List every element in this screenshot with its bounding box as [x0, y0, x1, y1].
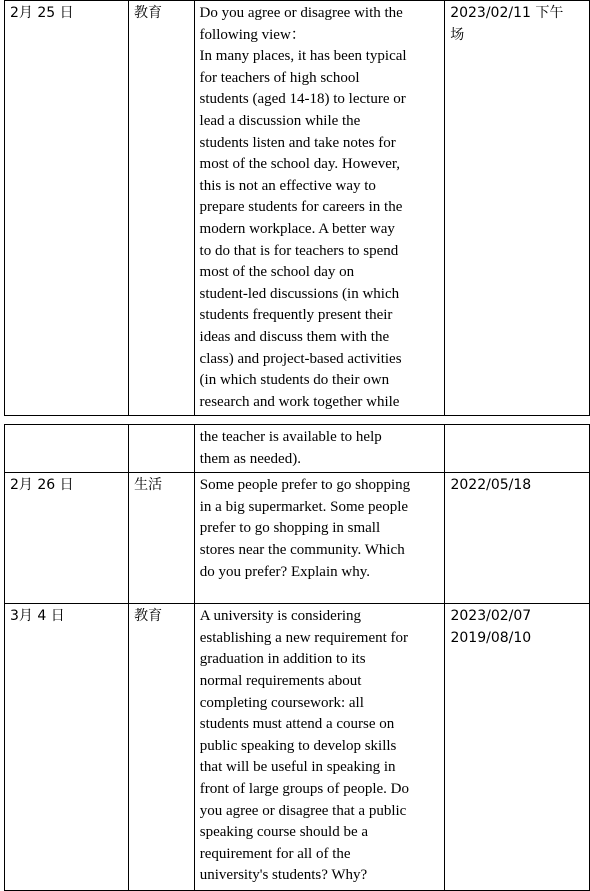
prompt-line: prepare students for careers in the	[199, 199, 403, 216]
prompt-line: following view：	[199, 26, 306, 43]
prompt-cell	[194, 1, 445, 416]
topic-table-page-2	[4, 424, 590, 891]
date-cell: 2月 26 日	[5, 473, 129, 604]
prompt-line: speaking course should be a	[199, 824, 369, 841]
prompt-cell	[194, 604, 445, 891]
prompt-cell	[194, 425, 445, 473]
test-date: 场	[450, 26, 465, 43]
test-date-cell	[445, 1, 590, 416]
prompt-line: that will be useful in speaking in	[199, 759, 396, 776]
category-cell: 教育	[128, 1, 194, 416]
prompt-line: normal requirements about	[199, 672, 362, 689]
prompt-line: completing coursework: all	[199, 694, 364, 711]
date-cell: 2月 25 日	[5, 1, 129, 416]
prompt-line: A university is considering	[199, 608, 361, 625]
prompt-line: them as needed).	[199, 450, 301, 467]
table-row	[5, 425, 590, 473]
category-cell	[129, 425, 195, 473]
table-row	[5, 1, 590, 416]
prompt-line: prefer to go shopping in small	[199, 520, 381, 537]
prompt-line: the teacher is available to help	[199, 429, 382, 445]
prompt-line: stores near the community. Which	[199, 541, 405, 558]
prompt-line: requirement for all of the	[199, 845, 351, 862]
category-cell: 教育	[129, 604, 195, 891]
prompt-line: graduation in addition to its	[199, 651, 366, 668]
date-cell	[5, 425, 129, 473]
prompt-line: students must attend a course on	[199, 716, 395, 733]
prompt-line: front of large groups of people. Do	[199, 780, 410, 797]
prompt-line: modern workplace. A better way	[199, 220, 395, 237]
prompt-cell	[194, 473, 445, 604]
prompt-line: (in which students do their own	[199, 372, 390, 389]
prompt-line: lead a discussion while the	[199, 112, 361, 129]
prompt-line: most of the school day on	[199, 264, 355, 281]
prompt-line: university's students? Why?	[199, 867, 368, 884]
prompt-line: In many places, it has been typical	[199, 48, 407, 65]
prompt-line: ideas and discuss them with the	[199, 328, 390, 345]
test-date: 2023/02/11 下午	[450, 5, 564, 21]
test-date: 2022/05/18	[450, 477, 532, 494]
prompt-line: class) and project-based activities	[199, 350, 402, 367]
prompt-line: students frequently present their	[199, 307, 393, 324]
test-date: 2023/02/07	[450, 608, 532, 625]
table-row	[5, 604, 590, 891]
category-cell: 生活	[129, 473, 195, 604]
prompt-line: Do you agree or disagree with the	[199, 5, 403, 21]
test-date: 2019/08/10	[450, 629, 532, 646]
prompt-line: most of the school day. However,	[199, 156, 401, 173]
prompt-line: Some people prefer to go shopping	[199, 477, 411, 494]
prompt-line: do you prefer? Explain why.	[199, 563, 370, 580]
prompt-line: public speaking to develop skills	[199, 737, 397, 754]
test-date-cell	[445, 473, 590, 604]
prompt-line: in a big supermarket. Some people	[199, 498, 409, 515]
prompt-line: this is not an effective way to	[199, 177, 376, 194]
prompt-line: research and work together while	[199, 393, 400, 410]
prompt-line: student-led discussions (in which	[199, 285, 400, 302]
prompt-line: you agree or disagree that a public	[199, 802, 407, 819]
table-row	[5, 473, 590, 604]
prompt-line: students listen and take notes for	[199, 134, 396, 151]
test-date-cell	[445, 604, 590, 891]
test-date-cell	[445, 425, 590, 473]
topic-table-page-1	[4, 0, 590, 416]
prompt-line: to do that is for teachers to spend	[199, 242, 399, 259]
prompt-line: establishing a new requirement for	[199, 629, 409, 646]
prompt-line: for teachers of high school	[199, 69, 360, 86]
date-cell: 3月 4 日	[5, 604, 129, 891]
prompt-line: students (aged 14-18) to lecture or	[199, 91, 406, 108]
